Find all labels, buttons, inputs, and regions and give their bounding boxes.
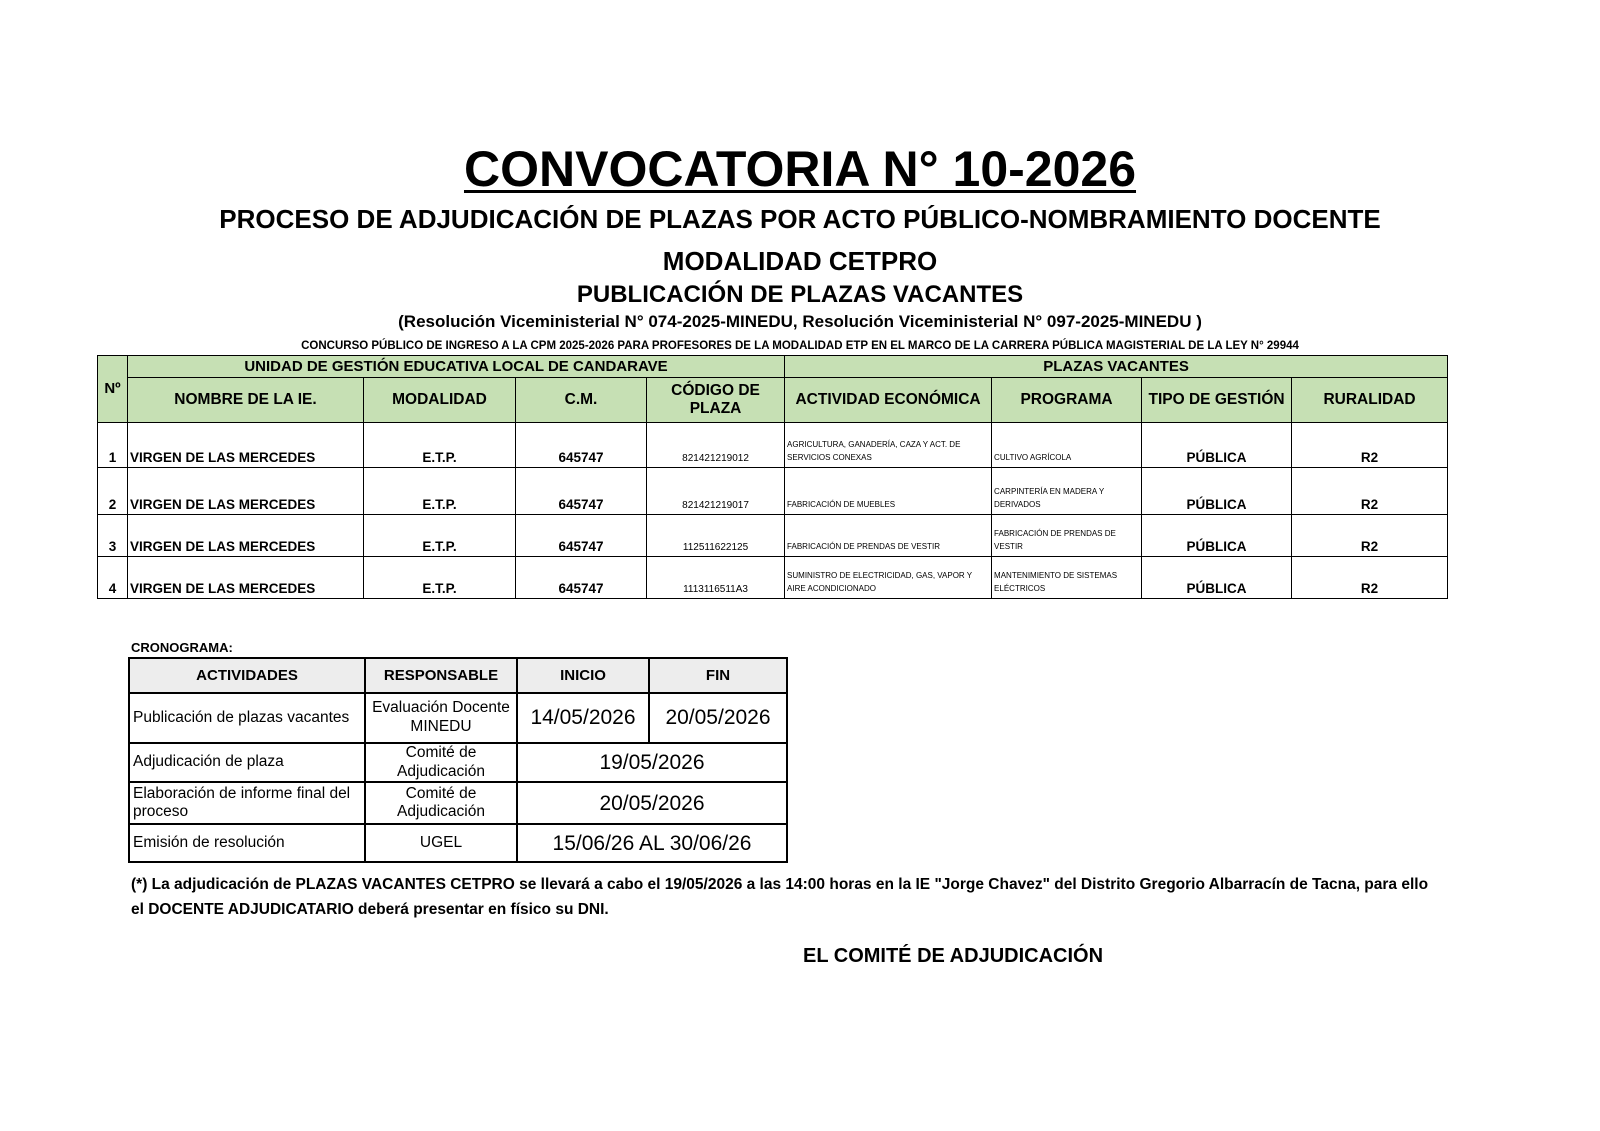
ugel-header: UNIDAD DE GESTIÓN EDUCATIVA LOCAL DE CANDARAVE (128, 356, 785, 378)
column-header-modalidad: MODALIDAD (364, 378, 516, 423)
ruralidad: R2 (1292, 423, 1448, 468)
schedule-date: 15/06/26 AL 30/06/26 (517, 824, 787, 862)
schedule-end-date: 20/05/2026 (649, 693, 787, 743)
adjudication-note: (*) La adjudicación de PLAZAS VACANTES CETPRO se llevará a cabo el 19/05/2026 a las 14:00 horas en la IE "Jorge Chavez" del Distrito Gregorio Albarracín de Tacna, para ello el DOCENTE ADJUDICATARIO deberá presentar en físico su DNI. (131, 876, 1429, 918)
resolution-reference: (Resolución Viceministerial N° 074-2025-MINEDU, Resolución Viceministerial N° 097-2025-MINEDU ) (398, 312, 1202, 331)
table-row (98, 423, 1448, 468)
codigo-plaza: 821421219017 (647, 468, 785, 515)
codigo-plaza: 112511622125 (647, 515, 785, 557)
codigo-modular: 645747 (516, 423, 647, 468)
process-subtitle: PROCESO DE ADJUDICACIÓN DE PLAZAS POR ACTO PÚBLICO-NOMBRAMIENTO DOCENTE (219, 204, 1381, 234)
ie-name: VIRGEN DE LAS MERCEDES (128, 468, 364, 515)
schedule-row (129, 743, 787, 782)
schedule-responsible: Comité de Adjudicación (365, 743, 517, 782)
schedule-activity: Adjudicación de plaza (129, 743, 365, 782)
committee-signature: EL COMITÉ DE ADJUDICACIÓN (803, 945, 1104, 967)
column-header-fin: FIN (649, 658, 787, 693)
ruralidad: R2 (1292, 557, 1448, 599)
schedule-activity: Elaboración de informe final del proceso (129, 782, 365, 824)
modality-subtitle: MODALIDAD CETPRO (662, 246, 938, 276)
column-header-ruralidad: RURALIDAD (1292, 378, 1448, 423)
schedule-row (129, 693, 787, 743)
column-header-gestion: TIPO DE GESTIÓN (1142, 378, 1292, 423)
codigo-plaza: 821421219012 (647, 423, 785, 468)
row-number: 1 (98, 423, 128, 468)
column-header-ie: NOMBRE DE LA IE. (128, 378, 364, 423)
table-row (98, 557, 1448, 599)
ruralidad: R2 (1292, 468, 1448, 515)
table-row (98, 515, 1448, 557)
column-header-actividad: ACTIVIDAD ECONÓMICA (785, 378, 992, 423)
page-title: CONVOCATORIA N° 10-2026 (463, 141, 1137, 197)
row-number: 4 (98, 557, 128, 599)
column-header-responsable: RESPONSABLE (365, 658, 517, 693)
schedule-row (129, 782, 787, 824)
schedule-activity: Publicación de plazas vacantes (129, 693, 365, 743)
schedule-responsible: Evaluación Docente MINEDU (365, 693, 517, 743)
schedule-table (128, 657, 788, 863)
schedule-date: 20/05/2026 (517, 782, 787, 824)
schedule-row (129, 824, 787, 862)
modalidad: E.T.P. (364, 557, 516, 599)
actividad-economica: FABRICACIÓN DE PRENDAS DE VESTIR (785, 515, 992, 557)
codigo-modular: 645747 (516, 468, 647, 515)
codigo-modular: 645747 (516, 557, 647, 599)
actividad-economica: AGRICULTURA, GANADERÍA, CAZA Y ACT. DE SERVICIOS CONEXAS (785, 423, 992, 468)
schedule-responsible: Comité de Adjudicación (365, 782, 517, 824)
codigo-modular: 645747 (516, 515, 647, 557)
column-header-inicio: INICIO (517, 658, 649, 693)
tipo-gestion: PÚBLICA (1142, 557, 1292, 599)
ruralidad: R2 (1292, 515, 1448, 557)
ie-name: VIRGEN DE LAS MERCEDES (128, 423, 364, 468)
column-header-programa: PROGRAMA (992, 378, 1142, 423)
row-number: 2 (98, 468, 128, 515)
actividad-economica: SUMINISTRO DE ELECTRICIDAD, GAS, VAPOR Y AIRE ACONDICIONADO (785, 557, 992, 599)
schedule-activity: Emisión de resolución (129, 824, 365, 862)
programa: MANTENIMIENTO DE SISTEMAS ELÉCTRICOS (992, 557, 1142, 599)
tipo-gestion: PÚBLICA (1142, 423, 1292, 468)
schedule-start-date: 14/05/2026 (517, 693, 649, 743)
column-header-codigo: CÓDIGO DE PLAZA (647, 378, 785, 423)
tipo-gestion: PÚBLICA (1142, 515, 1292, 557)
modalidad: E.T.P. (364, 423, 516, 468)
vacancies-header: PLAZAS VACANTES (785, 356, 1448, 378)
ie-name: VIRGEN DE LAS MERCEDES (128, 515, 364, 557)
ie-name: VIRGEN DE LAS MERCEDES (128, 557, 364, 599)
programa: CULTIVO AGRÍCOLA (992, 423, 1142, 468)
plazas-table (97, 355, 1448, 599)
schedule-responsible: UGEL (365, 824, 517, 862)
table-row (98, 468, 1448, 515)
contest-description: CONCURSO PÚBLICO DE INGRESO A LA CPM 2025-2026 PARA PROFESORES DE LA MODALIDAD ETP EN EL MARCO DE LA CARRERA PÚBLICA MAGISTERIAL DE LA LEY N° 29944 (301, 340, 1299, 352)
tipo-gestion: PÚBLICA (1142, 468, 1292, 515)
programa: CARPINTERÍA EN MADERA Y DERIVADOS (992, 468, 1142, 515)
codigo-plaza: 1113116511A3 (647, 557, 785, 599)
schedule-label: CRONOGRAMA: (131, 640, 233, 655)
programa: FABRICACIÓN DE PRENDAS DE VESTIR (992, 515, 1142, 557)
modalidad: E.T.P. (364, 468, 516, 515)
column-header-cm: C.M. (516, 378, 647, 423)
column-header-actividades: ACTIVIDADES (129, 658, 365, 693)
number-header: Nº (98, 356, 128, 423)
schedule-date: 19/05/2026 (517, 743, 787, 782)
actividad-economica: FABRICACIÓN DE MUEBLES (785, 468, 992, 515)
row-number: 3 (98, 515, 128, 557)
modalidad: E.T.P. (364, 515, 516, 557)
publication-subtitle: PUBLICACIÓN DE PLAZAS VACANTES (576, 281, 1024, 308)
